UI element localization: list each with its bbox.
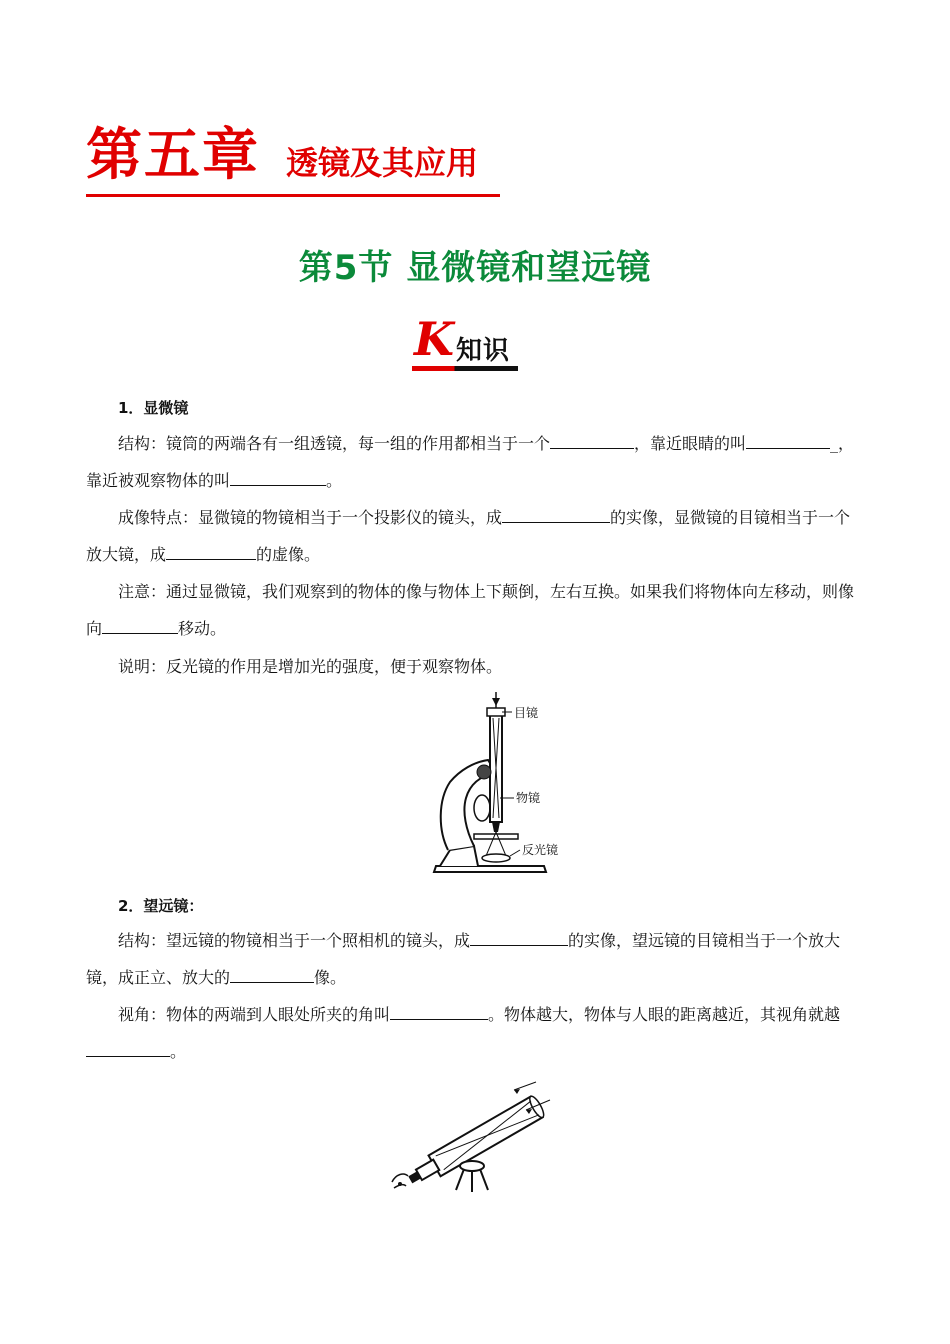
chapter-title: 透镜及其应用 (286, 144, 479, 182)
telescope-heading: 2．望远镜： (118, 897, 204, 915)
knowledge-badge-text: 知识 (456, 336, 511, 366)
telescope-diagram (386, 1080, 556, 1200)
answer-blank[interactable] (230, 964, 314, 983)
microscope-heading: 1．显微镜 (118, 399, 189, 417)
microscope-explain-paragraph: 说明：反光镜的作用是增加光的强度，便于观察物体。 (118, 657, 503, 676)
answer-blank[interactable] (470, 927, 568, 946)
knowledge-badge-underline (412, 366, 518, 371)
answer-blank[interactable] (86, 1038, 170, 1057)
microscope-note-end: 移动。 (178, 619, 227, 638)
answer-blank[interactable] (502, 504, 610, 523)
knowledge-badge-letter: K (414, 312, 454, 366)
microscope-structure-mid2: _，靠近被观察物体的叫 (86, 434, 855, 490)
telescope-structure-end: 像。 (314, 968, 347, 987)
microscope-imaging-prefix: 成像特点：显微镜的物镜相当于一个投影仪的镜头，成 (118, 508, 503, 527)
answer-blank[interactable] (550, 430, 634, 449)
microscope-imaging-end: 的虚像。 (256, 545, 321, 564)
microscope-imaging-mid1: 的实像，显微镜的目镜相当于一个放大镜，成 (86, 508, 851, 564)
answer-blank[interactable] (230, 467, 326, 486)
microscope-imaging-paragraph (86, 499, 856, 573)
microscope-structure-end: 。 (326, 471, 343, 490)
telescope-angle-mid1: 。物体越大，物体与人眼的距离越近，其视角就越 (488, 1005, 841, 1024)
telescope-angle-prefix: 视角：物体的两端到人眼处所夹的角叫 (118, 1005, 391, 1024)
answer-blank[interactable] (390, 1001, 488, 1020)
microscope-structure-paragraph (86, 425, 856, 499)
diagram-label-eyepiece: 目镜 (514, 706, 539, 720)
section-title: 第5节 显微镜和望远镜 (298, 248, 652, 288)
diagram-label-objective: 物镜 (516, 791, 541, 805)
answer-blank[interactable] (166, 541, 256, 560)
microscope-structure-prefix: 结构：镜筒的两端各有一组透镜，每一组的作用都相当于一个 (118, 434, 551, 453)
telescope-structure-paragraph (86, 922, 856, 996)
chapter-heading (86, 118, 500, 197)
telescope-angle-end: 。 (170, 1042, 187, 1061)
diagram-label-mirror: 反光镜 (522, 843, 559, 857)
microscope-note-prefix: 注意：通过显微镜，我们观察到的物体的像与物体上下颠倒，左右互换。如果我们将物体向左移动，则像向 (86, 582, 855, 638)
microscope-structure-mid1: ，靠近眼睛的叫 (634, 434, 747, 453)
telescope-structure-mid1: 的实像，望远镜的目镜相当于一个放大镜，成正立、放大的 (86, 931, 841, 987)
answer-blank[interactable] (102, 615, 178, 634)
chapter-number: 第五章 (86, 123, 260, 188)
answer-blank[interactable] (746, 430, 830, 449)
microscope-diagram (426, 690, 566, 878)
microscope-note-paragraph (86, 573, 856, 647)
knowledge-badge (412, 312, 520, 374)
telescope-structure-prefix: 结构：望远镜的物镜相当于一个照相机的镜头，成 (118, 931, 471, 950)
telescope-angle-paragraph (86, 996, 856, 1070)
